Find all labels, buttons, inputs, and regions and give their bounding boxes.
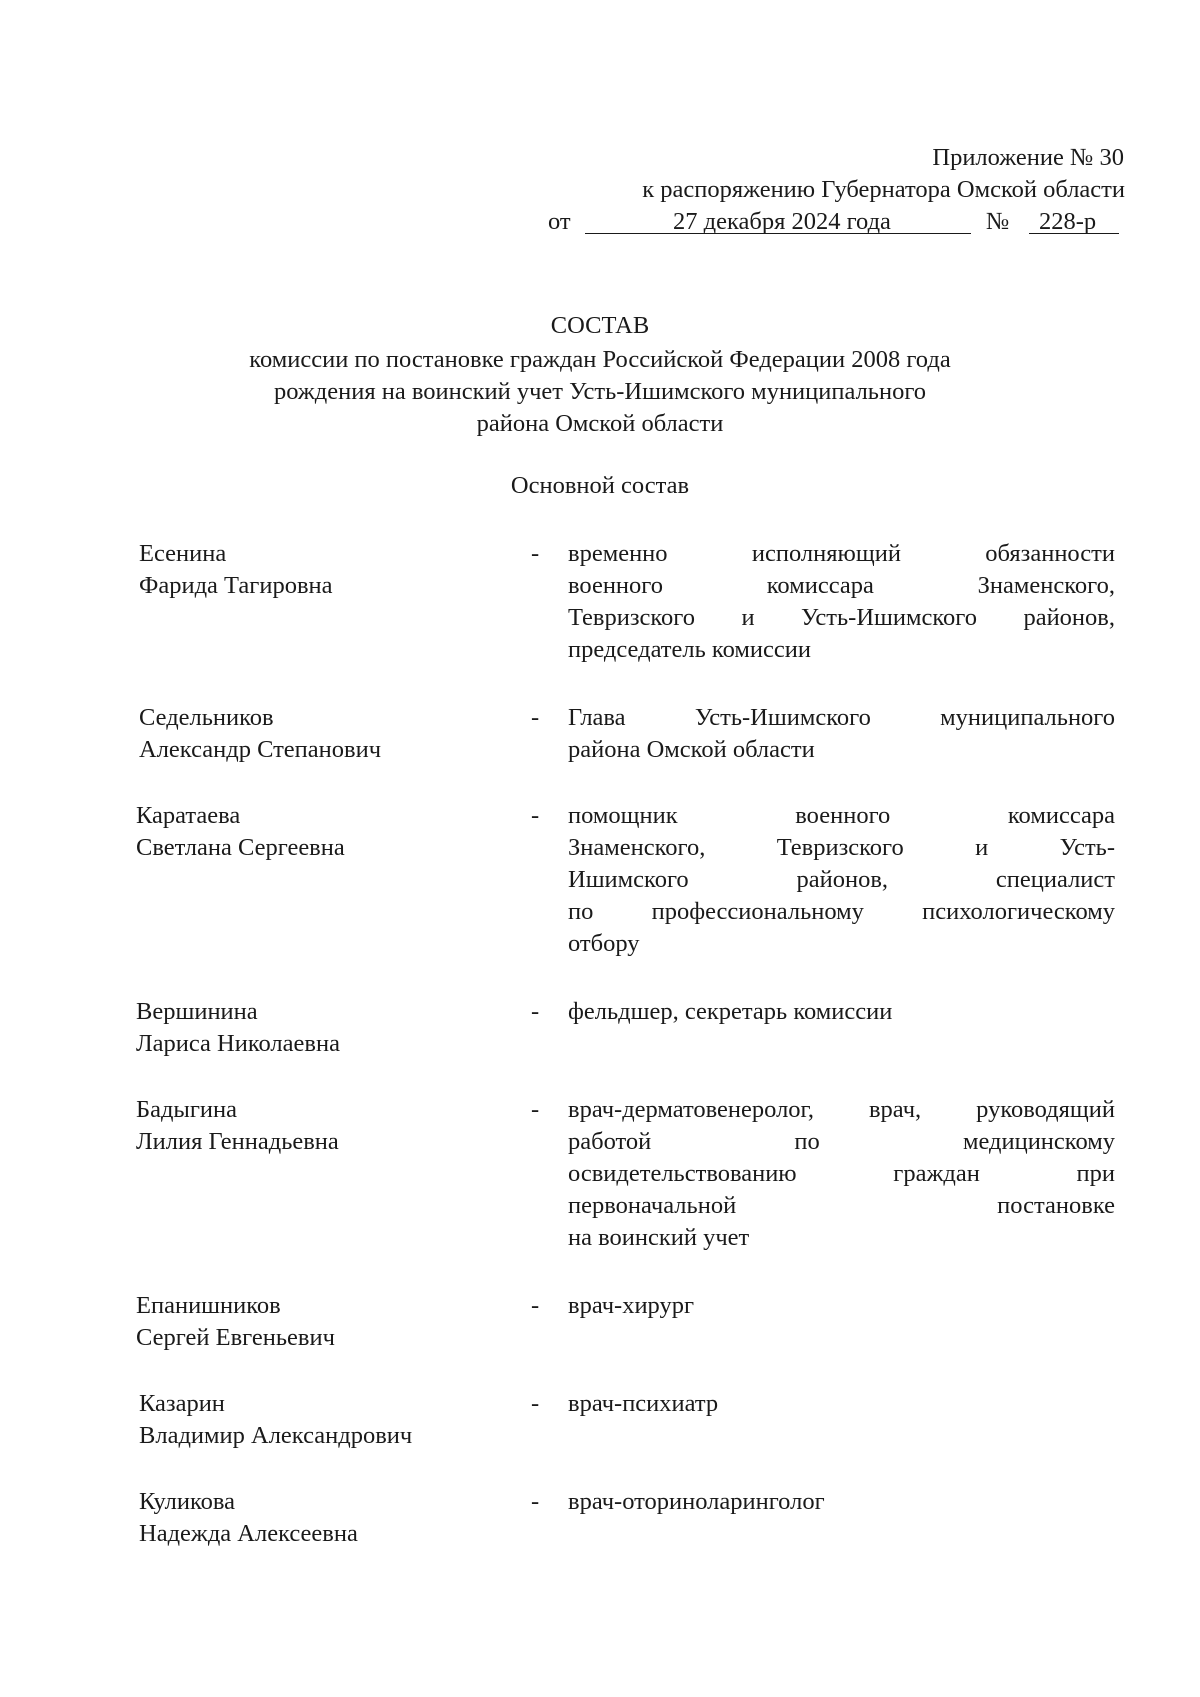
title-sub-line-1: комиссии по постановке граждан Российской Федерации 2008 года (249, 346, 951, 373)
member-dash: - (531, 802, 540, 829)
member-name (139, 1486, 499, 1550)
member-dash: - (531, 704, 540, 731)
member-name (136, 800, 496, 864)
member-role (568, 1486, 1115, 1518)
member-name (139, 702, 499, 766)
member-given-name: Сергей Евгеньевич (136, 1324, 335, 1351)
member-given-name: Фарида Тагировна (139, 572, 333, 599)
role-line: по профессиональному психологическому (568, 898, 1115, 925)
member-given-name: Лилия Геннадьевна (136, 1128, 339, 1155)
member-surname: Седельников (139, 704, 274, 731)
from-label: от (548, 208, 571, 235)
member-surname: Вершинина (136, 998, 258, 1025)
role-line: врач-хирург (568, 1292, 695, 1319)
role-line: на воинский учет (568, 1224, 750, 1251)
role-line: Глава Усть-Ишимского муниципального (568, 704, 1115, 731)
member-given-name: Надежда Алексеевна (139, 1520, 358, 1547)
member-role (568, 1094, 1115, 1254)
number-sign: № (986, 208, 1010, 235)
member-role (568, 702, 1115, 766)
member-surname: Бадыгина (136, 1096, 238, 1123)
member-surname: Каратаева (136, 802, 241, 829)
member-dash: - (531, 1292, 540, 1319)
role-line: освидетельствованию граждан при (568, 1160, 1115, 1187)
role-line: военного комиссара Знаменского, (568, 572, 1115, 599)
title-sub-line-3: района Омской области (476, 410, 724, 437)
section-heading: Основной состав (510, 472, 690, 499)
member-role (568, 1388, 1115, 1420)
member-given-name: Александр Степанович (139, 736, 382, 763)
role-line: врач-оториноларинголог (568, 1488, 825, 1515)
order-date-line (520, 206, 1125, 238)
order-number-field (1029, 206, 1119, 234)
role-line: работой по медицинскому (568, 1128, 1115, 1155)
role-line: помощник военного комиссара (568, 802, 1115, 829)
role-line: отбору (568, 930, 640, 957)
member-name (139, 1388, 499, 1452)
member-surname: Казарин (139, 1390, 225, 1417)
title-sub-line-2: рождения на воинский учет Усть-Ишимского муниципального (273, 378, 927, 405)
member-dash: - (531, 540, 540, 567)
role-line: Ишимского районов, специалист (568, 866, 1115, 893)
member-dash: - (531, 1096, 540, 1123)
member-role (568, 800, 1115, 960)
role-line: Знаменского, Тевризского и Усть- (568, 834, 1115, 861)
appendix-number: Приложение № 30 (932, 144, 1124, 171)
document-title (150, 310, 1050, 440)
title-main: СОСТАВ (550, 312, 650, 339)
role-line: района Омской области (568, 736, 815, 763)
role-line: врач-психиатр (568, 1390, 719, 1417)
order-date-field (585, 206, 971, 234)
order-number: 228-р (1039, 208, 1097, 235)
role-line: врач-дерматовенеролог, врач, руководящий (568, 1096, 1115, 1123)
member-given-name: Светлана Сергеевна (136, 834, 345, 861)
member-dash: - (531, 1488, 540, 1515)
member-role (568, 996, 1115, 1028)
member-given-name: Владимир Александрович (139, 1422, 413, 1449)
member-name (136, 1290, 496, 1354)
member-given-name: Лариса Николаевна (136, 1030, 340, 1057)
document-header (520, 142, 1125, 238)
order-date: 27 декабря 2024 года (673, 208, 891, 235)
role-line: председатель комиссии (568, 636, 811, 663)
order-reference: к распоряжению Губернатора Омской области (642, 176, 1125, 203)
member-surname: Куликова (139, 1488, 236, 1515)
member-dash: - (531, 998, 540, 1025)
member-name (136, 1094, 496, 1158)
role-line: фельдшер, секретарь комиссии (568, 998, 893, 1025)
role-line: первоначальной постановке (568, 1192, 1115, 1219)
member-surname: Епанишников (136, 1292, 281, 1319)
member-role (568, 1290, 1115, 1322)
member-name (136, 996, 496, 1060)
role-line: временно исполняющий обязанности (568, 540, 1115, 567)
role-line: Тевризского и Усть-Ишимского районов, (568, 604, 1115, 631)
member-name (139, 538, 499, 602)
member-role (568, 538, 1115, 666)
member-dash: - (531, 1390, 540, 1417)
member-surname: Есенина (139, 540, 227, 567)
